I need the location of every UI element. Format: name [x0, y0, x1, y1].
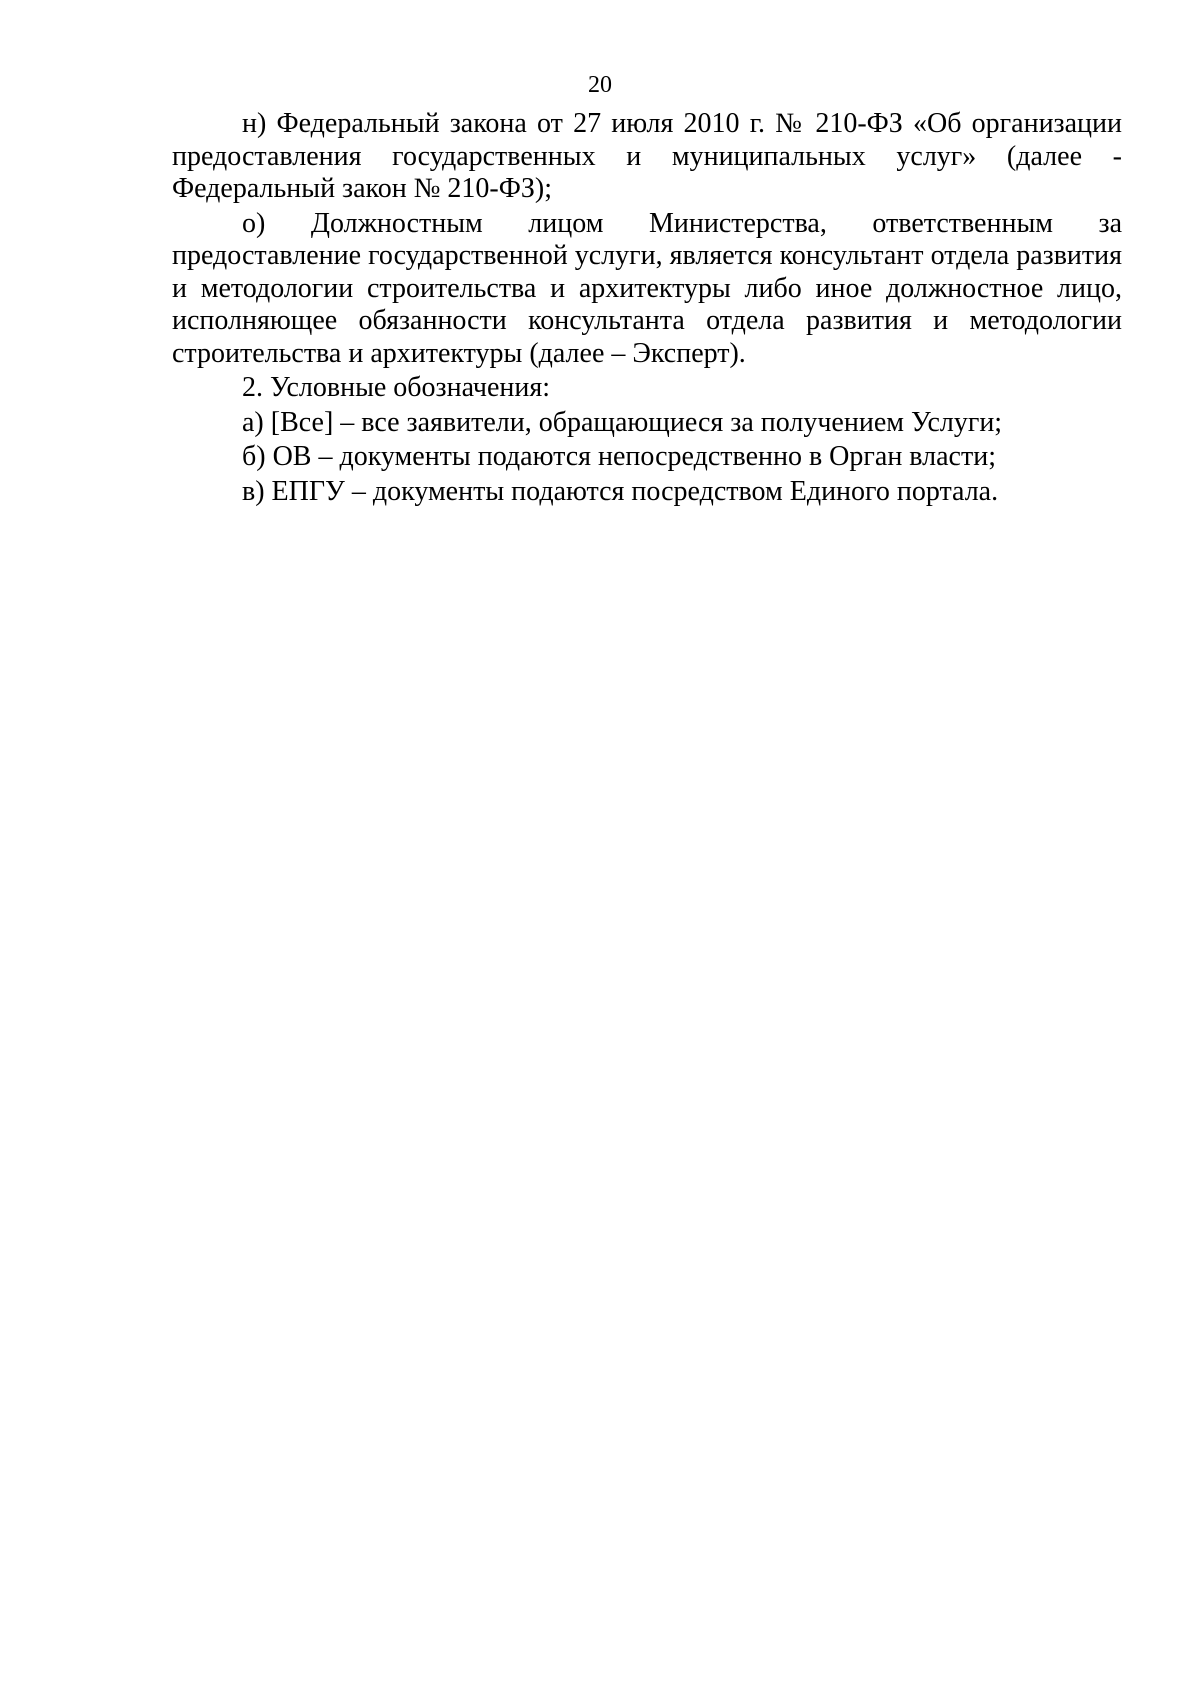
paragraph-b-authority: б) ОВ – документы подаются непосредственно в Орган власти;: [242, 441, 996, 472]
document-body: [172, 108, 1122, 508]
paragraph-v-portal: в) ЕПГУ – документы подаются посредством Единого портала.: [242, 475, 999, 507]
page-number: 20: [588, 72, 612, 98]
paragraph-a-all-applicants: а) [Все] – все заявители, обращающиеся за получением Услуги;: [242, 406, 1003, 438]
paragraph-o-official: о) Должностным лицом Министерства, ответственным за предоставление государственной услуги, является консультант отдела развития и методологии строительства и архитектуры либо иное должностное лицо, исполняющее обязанности консультанта отдела развития и методологии строительства и архитектуры (далее – Эксперт).: [172, 207, 1122, 369]
paragraph-conventions-heading: 2. Условные обозначения:: [242, 372, 551, 403]
paragraph-n-federal-law: н) Федеральный закона от 27 июля 2010 г. № 210-ФЗ «Об организации предоставления государственных и муниципальных услуг» (далее - Федеральный закон № 210-ФЗ);: [172, 108, 1122, 204]
